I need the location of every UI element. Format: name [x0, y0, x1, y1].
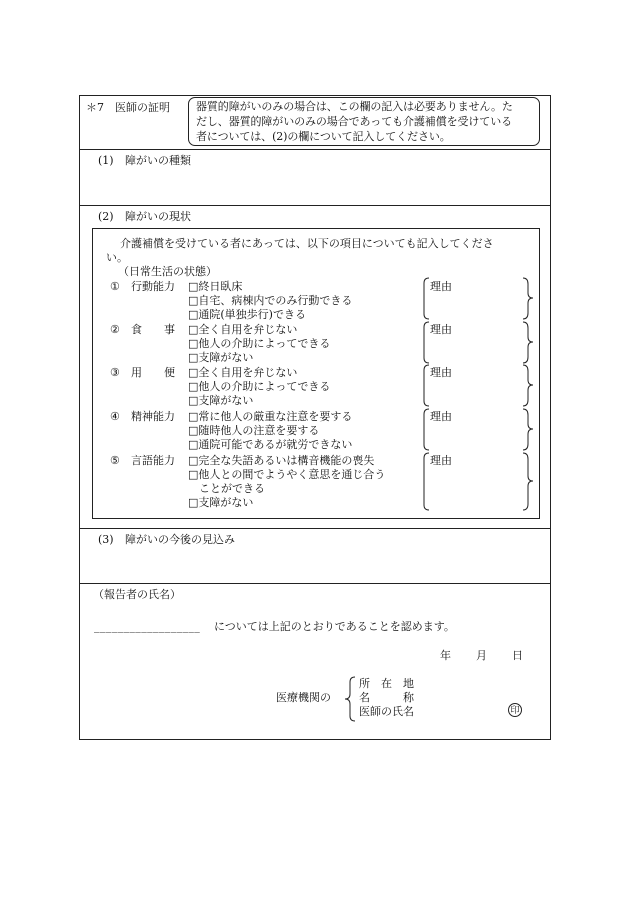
checkbox-option[interactable]: □他人との間でようやく意思を通じ合う	[188, 468, 386, 481]
checkbox-option[interactable]: □完全な失語あるいは構音機能の喪失	[188, 454, 375, 467]
reason-bracket-left	[424, 453, 429, 510]
item-label-toileting: 用 便	[131, 366, 175, 379]
divider	[79, 205, 551, 206]
item-label-eating: 食 事	[131, 323, 175, 336]
reason-bracket-left	[424, 278, 429, 319]
reason-bracket-right	[523, 365, 533, 406]
checkbox-option[interactable]: □通院可能であるが就労できない	[188, 438, 353, 451]
reason-bracket-right	[523, 322, 533, 363]
checkbox-option[interactable]: □支障がない	[188, 394, 254, 407]
field-physician-name: 医師の氏名	[359, 705, 414, 718]
institution-brace	[343, 676, 357, 722]
instruction-line: 介護補償を受けている者にあっては、以下の項目についても記入してくださ	[120, 237, 494, 250]
date-year-label: 年	[440, 649, 451, 662]
notice-line: だし、器質的障がいのみの場合であっても介護補償を受けている	[196, 115, 512, 128]
reason-bracket-left	[424, 365, 429, 406]
instruction-line: い。	[106, 251, 128, 264]
section2-number: (2)	[98, 210, 114, 223]
section2-title: 障がいの現状	[125, 210, 191, 223]
certification-statement: については上記のとおりであることを認めます。	[214, 620, 455, 633]
item-label-mental: 精神能力	[131, 410, 175, 423]
reason-bracket-right	[523, 278, 533, 319]
item-number: ④	[110, 410, 120, 423]
section-label-physician-certificate: ＊7 医師の証明	[86, 101, 170, 114]
checkbox-option[interactable]: □支障がない	[188, 496, 254, 509]
item-number: ①	[110, 280, 120, 293]
reason-bracket-right	[523, 453, 533, 510]
reason-bracket-left	[424, 322, 429, 363]
reason-bracket-right	[523, 409, 533, 450]
reason-brackets	[420, 276, 540, 516]
divider	[79, 583, 551, 584]
notice-line: 器質的障がいのみの場合は、この欄の記入は必要ありません。た	[196, 100, 513, 113]
checkbox-option[interactable]: □他人の介助によってできる	[188, 380, 331, 393]
checkbox-option[interactable]: □自宅、病棟内でのみ行動できる	[188, 294, 353, 307]
date-month-label: 月	[476, 649, 487, 662]
item-label-mobility: 行動能力	[131, 280, 175, 293]
daily-life-subheading: （日常生活の状態）	[118, 265, 217, 278]
checkbox-option[interactable]: □随時他人の注意を要する	[188, 424, 320, 437]
patient-name-blank[interactable]: __________________	[94, 620, 201, 633]
divider	[79, 149, 551, 150]
checkbox-option-continuation: ことができる	[188, 482, 265, 495]
divider	[79, 528, 551, 529]
field-address: 所 在 地	[359, 677, 414, 690]
item-label-speech: 言語能力	[131, 454, 175, 467]
checkbox-option[interactable]: □支障がない	[188, 351, 254, 364]
section3-number: (3)	[98, 533, 114, 546]
checkbox-option[interactable]: □終日臥床	[188, 280, 243, 293]
section1-title: 障がいの種類	[125, 154, 191, 167]
reason-label: 理由	[430, 410, 452, 423]
reason-bracket-left	[424, 409, 429, 450]
section3-title: 障がいの今後の見込み	[125, 533, 235, 546]
medical-institution-label: 医療機関の	[276, 691, 331, 704]
reporter-heading: （報告者の氏名）	[93, 588, 181, 601]
checkbox-option[interactable]: □通院(単独歩行)できる	[188, 308, 306, 321]
item-number: ②	[110, 323, 120, 336]
checkbox-option[interactable]: □他人の介助によってできる	[188, 337, 331, 350]
notice-text	[196, 99, 536, 144]
checkbox-option[interactable]: □全く自用を弁じない	[188, 323, 298, 336]
reason-label: 理由	[430, 454, 452, 467]
seal-mark: 印	[508, 703, 522, 717]
section1-number: (1)	[98, 154, 114, 167]
checkbox-option[interactable]: □全く自用を弁じない	[188, 366, 298, 379]
checkbox-option[interactable]: □常に他人の厳重な注意を要する	[188, 410, 353, 423]
item-number: ③	[110, 366, 120, 379]
reason-label: 理由	[430, 323, 452, 336]
field-name: 名 称	[359, 691, 414, 704]
reason-label: 理由	[430, 366, 452, 379]
date-day-label: 日	[512, 649, 523, 662]
notice-line: 者については、(2)の欄について記入してください。	[196, 130, 451, 143]
item-number: ⑤	[110, 454, 120, 467]
reason-label: 理由	[430, 280, 452, 293]
